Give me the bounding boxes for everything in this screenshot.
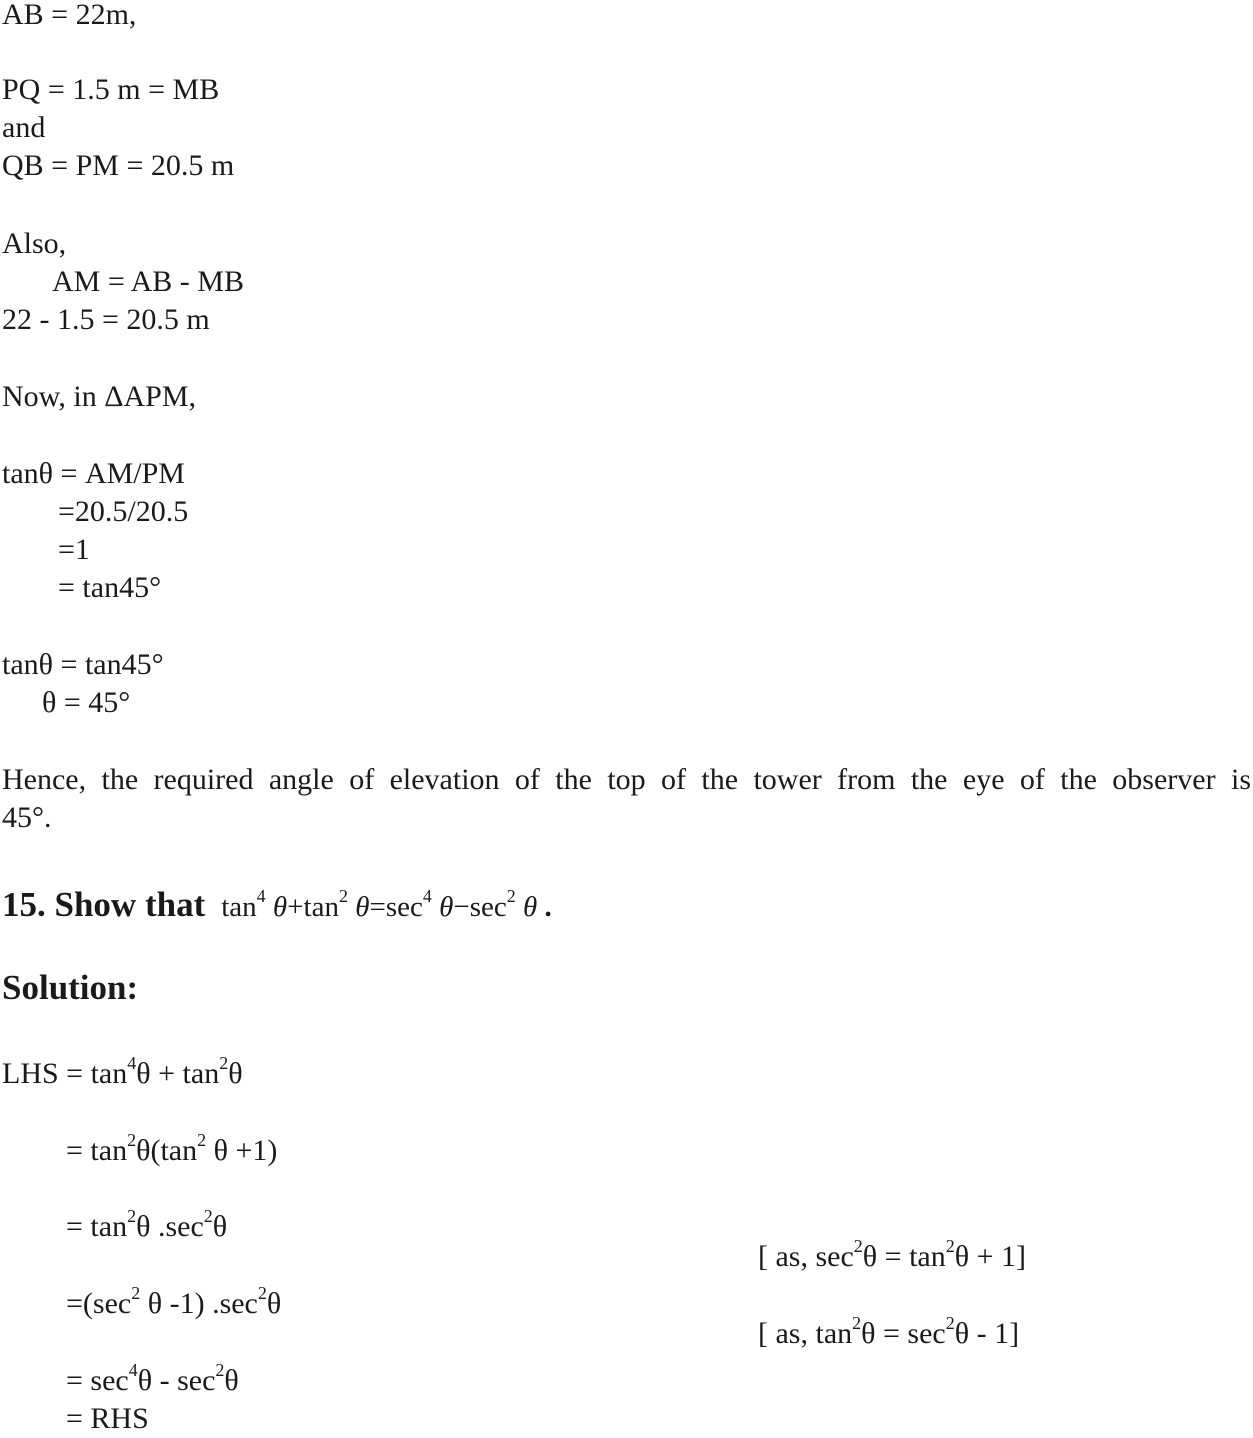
solution-note-tan-identity: [ as, $\tan^2\theta = \sec^2\theta - 1$] — [758, 1313, 1020, 1350]
tan-step: = tan45° — [58, 571, 162, 604]
question-15-label: 15. Show that — [2, 885, 206, 924]
theta-step: θ = 45° — [42, 686, 131, 719]
solution-note-sec-identity: [ as, $\sec^2\theta = \tan^2\theta + 1$] — [758, 1236, 1027, 1273]
also-am: AM = AB - MB — [52, 265, 244, 298]
tan-step: =20.5/20.5 — [58, 495, 189, 528]
also-label: Also, — [2, 227, 67, 260]
solution-heading: Solution: — [2, 968, 139, 1007]
given-ab: AB = 22m, — [2, 0, 137, 31]
solution-step-expand: = $\sec^4\theta - \sec^2\theta$ — [66, 1360, 239, 1397]
conclusion-line1: Hence, the required angle of elevation of the top of the tower from the eye of the observer is — [2, 763, 1251, 796]
solution-step-identity: = $\tan^2\theta$ $.\sec^2\theta$ — [66, 1206, 228, 1243]
given-and: and — [2, 111, 46, 144]
tan-step: tanθ = AM/PM — [2, 457, 185, 490]
triangle-intro: Now, in ΔAPM, — [2, 380, 197, 413]
tan-step: =1 — [58, 533, 90, 566]
question-15-heading — [2, 883, 552, 929]
given-pq: PQ = 1.5 m = MB — [2, 73, 220, 106]
solution-step-rhs: = RHS — [66, 1402, 149, 1435]
conclusion-line2: 45°. — [2, 801, 52, 834]
given-qb: QB = PM = 20.5 m — [2, 149, 235, 182]
solution-step-lhs: LHS = $\tan^4\theta + \tan^2\theta$ — [2, 1053, 243, 1090]
theta-step: tanθ = tan45° — [2, 648, 164, 681]
also-calc: 22 - 1.5 = 20.5 m — [2, 303, 210, 336]
solution-step-substitute: $=(\sec^2$ θ -1) $.\sec^2\theta$ — [66, 1283, 282, 1320]
solution-step-factor: = $\tan^2\theta(\tan^2$ θ +1) — [66, 1130, 278, 1167]
question-15-formula: $\tan^4 \theta+\tan^2$ $\theta=\sec^4$ $\theta-\sec^2$ θ . — [221, 886, 552, 923]
